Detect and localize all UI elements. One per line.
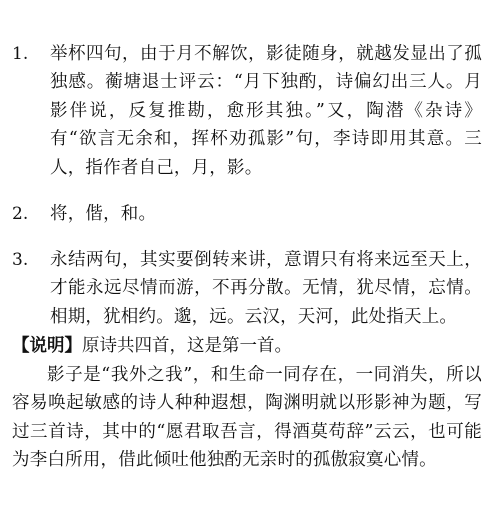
explanation-heading [12,332,482,361]
explanation-section [0,332,489,475]
note-number: 1. [12,43,29,64]
note-text: 将，偕，和。 [50,203,157,224]
explanation-body: 影子是“我外之我”，和生命一同存在，一同消失，所以容易唤起敏感的诗人种种遐想，陶渊明就以形影神为题，写过三首诗，其中的“愿君取吾言，得酒莫苟辞”云云，也可能为李白所用，借此倾吐他独酌无亲时的孤傲寂寞心情。 [12,364,482,470]
note-item-1 [0,40,489,183]
notes-list [0,22,489,349]
note-item-3 [0,246,489,332]
note-number: 2. [12,203,29,224]
note-item-2 [0,200,489,229]
note-number: 3. [12,249,29,270]
note-text: 举杯四句，由于月不解饮，影徒随身，就越发显出了孤独感。蘅塘退士评云：“月下独酌，诗偏幻出三人。月影伴说，反复推勘，愈形其独。”又，陶潜《杂诗》有“欲言无余和，挥杯劝孤影”句，李诗即用其意。三人，指作者自己，月，影。 [50,43,482,178]
explanation-label: 【说明】 [12,336,82,356]
explanation-intro: 原诗共四首，这是第一首。 [82,336,292,356]
note-text: 永结两句，其实要倒转来讲，意谓只有将来远至天上，才能永远尽情而游，不再分散。无情，犹尽情，忘情。相期，犹相约。邈，远。云汉，天河，此处指天上。 [50,249,482,327]
